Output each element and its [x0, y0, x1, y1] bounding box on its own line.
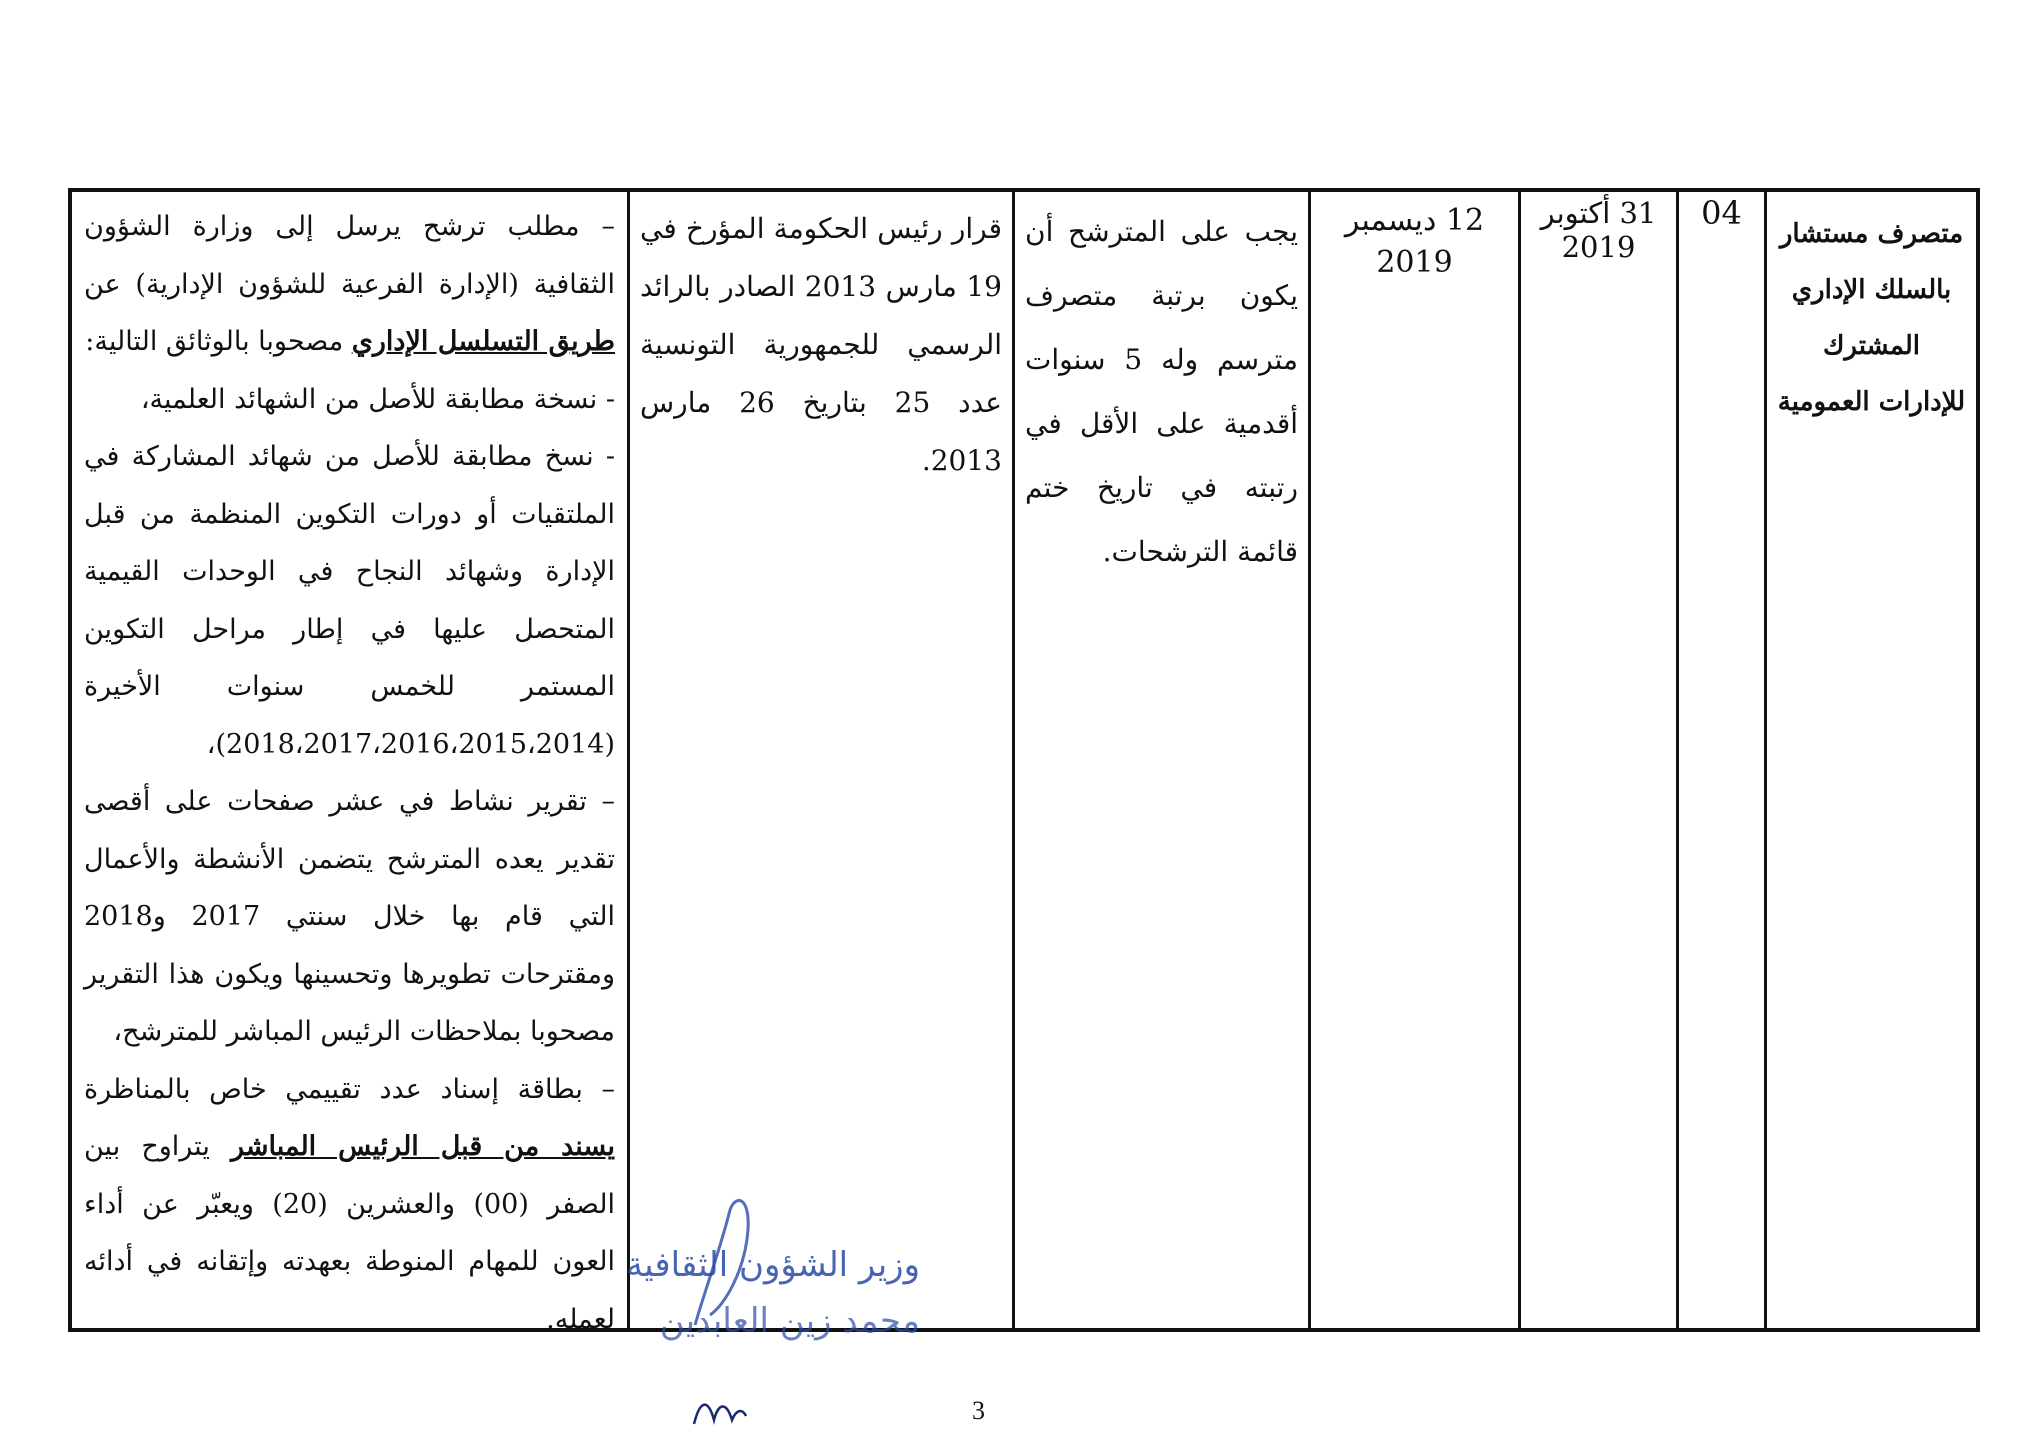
legal-basis-cell: قرار رئيس الحكومة المؤرخ في 19 مارس 2013 الصادر بالرائد الرسمي للجمهورية التونسية عدد 25 بتاريخ 26 مارس 2013.	[627, 192, 1012, 1328]
minister-name: محمد زين العابدين	[659, 1301, 920, 1341]
documents-intro: – مطلب ترشح يرسل إلى وزارة الشؤون الثقافية (الإدارة الفرعية للشؤون الإدارية) عن طريق التسلسل الإداري مصحوبا بالوثائق التالية:	[84, 211, 615, 357]
minister-title: وزير الشؤون الثقافية	[625, 1245, 920, 1285]
conditions-table	[68, 188, 1980, 1335]
handwritten-initials-icon	[690, 1390, 750, 1430]
direct-supervisor-emphasis: يسند من قبل الرئيس المباشر	[230, 1131, 615, 1162]
document-item-training-certificates: - نسخ مطابقة للأصل من شهائد المشاركة في الملتقيات أو دورات التكوين المنظمة من قبل الإدارة وشهائد النجاح في الوحدات القيمية المتحصل عليها في إطار مراحل التكوين المستمر للخمس سنوات الأخيرة (2018،2017،2016،2015،2014)،	[84, 441, 615, 760]
closing-date-cell: 12 ديسمبر 2019	[1308, 192, 1518, 1328]
required-documents-cell	[72, 192, 627, 1335]
document-item-diplomas: - نسخة مطابقة للأصل من الشهائد العلمية،	[140, 383, 615, 415]
post-title-cell: متصرف مستشار بالسلك الإداري المشترك للإدارات العمومية	[1764, 192, 1976, 1328]
document-item-activity-report: – تقرير نشاط في عشر صفحات على أقصى تقدير يعده المترشح يتضمن الأنشطة والأعمال التي قام بها خلال سنتي 2017 و2018 ومقترحات تطويرها وتحسينها ويكون هذا التقرير مصحوبا بملاحظات الرئيس المباشر للمترشح،	[84, 786, 615, 1047]
positions-count-cell: 04	[1676, 192, 1764, 1328]
eligibility-conditions-cell: يجب على المترشح أن يكون برتبة متصرف مترسم وله 5 سنوات أقدمية على الأقل في رتبته في تاريخ ختم قائمة الترشحات.	[1012, 192, 1308, 1328]
admin-hierarchy-emphasis: طريق التسلسل الإداري	[351, 326, 615, 357]
signature-stamp	[600, 1245, 920, 1341]
page-number: 3	[972, 1396, 985, 1425]
opening-date-cell: 31 أكتوبر 2019	[1518, 192, 1676, 1328]
document-item-evaluation-card: – بطاقة إسناد عدد تقييمي خاص بالمناظرة يسند من قبل الرئيس المباشر يتراوح بين الصفر (00) والعشرين (20) ويعبّر عن أداء العون للمهام المنوطة بعهدته وإتقانه في أدائه لعمله.	[84, 1073, 616, 1335]
